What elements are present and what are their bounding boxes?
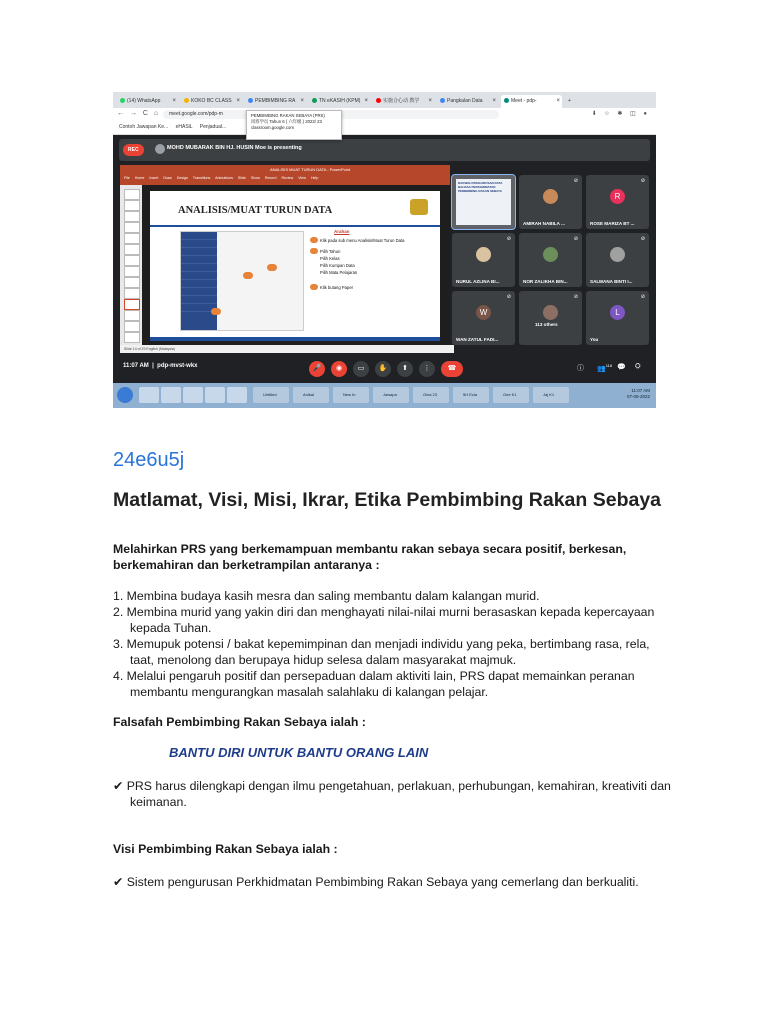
address-bar <box>113 108 656 121</box>
tab-favicon-icon <box>312 98 317 103</box>
slide-step <box>310 269 436 276</box>
slide-thumbnail <box>124 277 140 288</box>
rec-badge: REC <box>123 144 144 156</box>
ministry-logo <box>410 199 428 215</box>
list-item: 1. Membina budaya kasih mesra dan saling membantu dalam kalangan murid. <box>113 589 540 603</box>
close-tab-icon[interactable]: × <box>556 98 560 104</box>
close-tab-icon[interactable]: × <box>428 98 432 104</box>
tab-favicon-icon <box>376 98 381 103</box>
taskbar-window-button: Jaj K1 <box>533 387 569 403</box>
mic-muted-icon: ⊘ <box>506 236 511 242</box>
browser-tab[interactable] <box>309 95 370 108</box>
falsafah-heading: Falsafah Pembimbing Rakan Sebaya ialah : <box>113 715 366 729</box>
visi-point: ✔ Sistem pengurusan Perkhidmatan Pembimbing Rakan Sebaya yang cemerlang dan berkualiti. <box>113 875 639 889</box>
close-tab-icon[interactable]: × <box>364 98 368 104</box>
avatar <box>476 247 491 262</box>
captions-button[interactable]: ▭ <box>353 361 369 377</box>
bookmarks-bar <box>113 121 656 135</box>
falsafah-point: ✔ PRS harus dilengkapi dengan ilmu pengetahuan, perlakuan, perhubungan, kemahiran, kreativiti dan keimanan. <box>113 779 671 809</box>
participant-name: AMIRAH NABILA ... <box>523 221 565 226</box>
slide-arahan-heading: Arahan <box>334 229 350 234</box>
slide-embedded-sidebar <box>181 232 217 330</box>
meeting-time: 11:07 AM | pdp-mvst-wkx <box>123 363 198 369</box>
slide-canvas <box>150 191 440 341</box>
browser-tab[interactable] <box>245 95 306 108</box>
slide-thumbnail <box>124 255 140 266</box>
participant-tile[interactable] <box>586 233 649 287</box>
slide-steps <box>310 237 436 291</box>
tab-label: Pangkalan Data <box>447 98 483 104</box>
participant-tile[interactable] <box>452 291 515 345</box>
slide-thumbnail <box>124 321 140 332</box>
tab-label: Meet - pdp- <box>511 98 537 104</box>
step-number-badge <box>310 248 318 254</box>
tab-tooltip <box>246 110 342 140</box>
taskbar-window-button: Gina 23 <box>413 387 449 403</box>
mic-muted-icon: ⊘ <box>640 236 645 242</box>
tab-favicon-icon <box>184 98 189 103</box>
participant-name: NOR ZALIKHA BIN... <box>523 279 568 284</box>
taskbar-window-button: New fo <box>333 387 369 403</box>
intro-paragraph: Melahirkan PRS yang berkemampuan membantu rakan sebaya secara positif, berkesan, berkemahiran dan berketrampilan antaranya : <box>113 542 627 572</box>
url-field: meet.google.com/pdp-m <box>163 110 499 119</box>
participant-grid <box>452 175 650 347</box>
close-tab-icon[interactable]: × <box>236 98 240 104</box>
step-text: Pilih Tahun <box>320 249 341 254</box>
tooltip-line: classroom.google.com <box>251 125 294 130</box>
taskbar-app-icon <box>161 387 181 403</box>
tab-favicon-icon <box>248 98 253 103</box>
taskbar-window-button: 5H Ecla <box>453 387 489 403</box>
mic-muted-icon: ⊘ <box>573 294 578 300</box>
browser-tab[interactable] <box>373 95 434 108</box>
start-button-icon <box>117 387 133 403</box>
close-tab-icon[interactable]: × <box>492 98 496 104</box>
avatar <box>543 247 558 262</box>
slide-step <box>310 248 436 255</box>
avatar <box>610 247 625 262</box>
bookmark-item: eHASiL <box>175 124 193 130</box>
powerpoint-ribbon <box>120 165 450 185</box>
slide-footer-band <box>150 337 440 341</box>
embedded-meet-screenshot <box>113 92 656 408</box>
video-caption: DAKWAH PENGURUSAN DATA BAHASA PERKHIDMATAN PEMBIMBING RAKAN SEBAYA <box>458 181 503 193</box>
list-item: 2. Membina murid yang yakin diri dan menghayati nilai-nilai murni berasaskan kepada kepercayaan kepada Tuhan. <box>113 605 655 635</box>
step-text: Pilih Mata Pelajaran <box>320 270 358 275</box>
participant-tile[interactable] <box>452 233 515 287</box>
browser-toolbar-icons: ⬇ ☆ ✱ ◫ ● <box>591 111 650 117</box>
tab-favicon-icon <box>120 98 125 103</box>
slide-step <box>310 284 436 291</box>
presenter-avatar <box>155 144 165 154</box>
callout-bubble <box>267 264 277 271</box>
participant-name: SALWANA BINTI I... <box>590 279 633 284</box>
step-text: Klik butang Paper <box>320 285 354 290</box>
participant-name: ROSE MARIZA BT ... <box>590 221 635 226</box>
powerpoint-menu: File Home Insert Draw Design Transitions Animations Slide Show Record Review View Help <box>124 176 319 180</box>
motto: BANTU DIRI UNTUK BANTU ORANG LAIN <box>169 745 429 760</box>
tab-label: (14) WhatsApp <box>127 98 161 104</box>
close-tab-icon[interactable]: × <box>300 98 304 104</box>
bookmark-item: Contoh Jawapan Ke... <box>119 124 169 130</box>
mic-muted-icon: ⊘ <box>506 294 511 300</box>
slide-thumbnail <box>124 189 140 200</box>
slide-thumbnail <box>124 310 140 321</box>
participant-name: You <box>590 337 599 342</box>
browser-tab[interactable] <box>437 95 498 108</box>
chat-icon[interactable]: 💬 <box>617 364 626 371</box>
browser-tab[interactable] <box>501 95 562 108</box>
participant-tile[interactable] <box>519 291 582 345</box>
slide-divider <box>150 225 440 227</box>
mic-off-button[interactable]: 🎤 <box>309 361 325 377</box>
step-text: Pilih Kelas <box>320 256 340 261</box>
list-item: 3. Memupuk potensi / bakat kepemimpinan dan menjadi individu yang peka, bertimbang rasa, rela, taat, menolong dan berupaya hidup selesa dalam masyarakat majmuk. <box>113 637 650 667</box>
avatar: R <box>610 189 625 204</box>
mic-muted-icon: ⊘ <box>573 178 578 184</box>
participant-tile[interactable] <box>586 291 649 345</box>
system-tray-clock: 11:07 AM 07-06-2022 <box>626 388 650 399</box>
browser-tab[interactable] <box>117 95 178 108</box>
slide-step <box>310 262 436 269</box>
taskbar-app-icon <box>183 387 203 403</box>
taskbar-window-button: Jawapa <box>373 387 409 403</box>
slide-step <box>310 237 436 244</box>
tab-favicon-icon <box>504 98 509 103</box>
close-tab-icon[interactable]: × <box>172 98 176 104</box>
mic-muted-icon: ⊘ <box>640 178 645 184</box>
participant-tile[interactable] <box>586 175 649 229</box>
mic-muted-icon: ⊘ <box>640 294 645 300</box>
powerpoint-title: ANALISIS MUAT TURUN DATA - PowerPoint <box>270 167 351 172</box>
more-options-button[interactable]: ⋮ <box>419 361 435 377</box>
avatar: W <box>476 305 491 320</box>
taskbar-window-button: Untitled <box>253 387 289 403</box>
slide-thumbnail <box>124 233 140 244</box>
taskbar-app-icon <box>205 387 225 403</box>
slide-thumbnail <box>124 332 140 343</box>
tab-label: TN eKASIH (KPM) <box>319 98 361 104</box>
participant-name: 113 others <box>535 322 558 327</box>
powerpoint-status-bar: Slide 14 of 29 English (Malaysia) <box>120 345 454 353</box>
browser-tab-bar <box>113 92 656 108</box>
tab-label: KOKO BC CLASS <box>191 98 232 104</box>
tooltip-line: PEMBIMBING RAKAN SEBAYA (PRS) <box>251 113 325 118</box>
tooltip-line: 同班学员 Tahun 6 ( 六年级 ) 2022/ 23 <box>251 119 322 124</box>
slide-step <box>310 255 436 262</box>
document-title: Matlamat, Visi, Misi, Ikrar, Etika Pembimbing Rakan Sebaya <box>113 489 662 511</box>
slide-thumbnail <box>124 244 140 255</box>
slide-thumbnail <box>124 288 140 299</box>
present-button[interactable]: ⬆ <box>397 361 413 377</box>
slide-thumbnail <box>124 200 140 211</box>
document-code: 24e6u5j <box>113 449 185 471</box>
browser-tab[interactable] <box>181 95 242 108</box>
taskbar-app-icon <box>227 387 247 403</box>
callout-bubble <box>243 272 253 279</box>
meet-window <box>113 135 656 383</box>
slide-title: ANALISIS/MUAT TURUN DATA <box>178 205 333 216</box>
step-text: Pilih Kumpan Data <box>320 263 355 268</box>
bookmark-item: Penjadual... <box>199 124 227 130</box>
slide-thumbnail <box>124 222 140 233</box>
shared-screen <box>120 165 450 353</box>
presenting-bar <box>119 139 650 161</box>
avatar <box>543 189 558 204</box>
meet-control-bar <box>113 357 656 383</box>
participant-name: NURUL AZLINA BI... <box>456 279 500 284</box>
list-item: 4. Melalui pengaruh positif dan persepaduan dalam aktiviti lain, PRS dapat memainkan peranan membantu mengurangkan masalah salahlaku di kalangan pelajar. <box>113 669 635 699</box>
step-number-badge <box>310 237 318 243</box>
windows-taskbar <box>113 383 656 408</box>
presenting-text: MOHD MUBARAK BIN HJ. HUSIN Moe is presenting <box>167 145 302 151</box>
raise-hand-button[interactable]: ✋ <box>375 361 391 377</box>
tab-label: 实施合心动 教学 <box>383 98 420 104</box>
slide-thumbnail <box>124 211 140 222</box>
people-icon[interactable]: 👥$^{118}$ <box>597 363 613 373</box>
mic-muted-icon: ⊘ <box>573 236 578 242</box>
tab-label: PEMBIMBING RA <box>255 98 296 104</box>
avatar: L <box>610 305 625 320</box>
step-text: Klik pada sub menu Analisis/Muat Turun Data <box>320 238 405 243</box>
slide-thumbnail <box>124 299 140 310</box>
browser-nav-icons: ← → C ⌂ <box>117 110 161 117</box>
taskbar-app-icon <box>139 387 159 403</box>
slide-thumbnail <box>124 266 140 277</box>
objectives-list <box>113 588 673 700</box>
camera-off-button[interactable]: ◉ <box>331 361 347 377</box>
new-tab-button[interactable]: + <box>568 98 571 104</box>
callout-bubble <box>211 308 221 315</box>
activities-icon[interactable]: ⛭ <box>635 363 641 370</box>
participant-tile[interactable] <box>452 175 515 229</box>
tab-favicon-icon <box>440 98 445 103</box>
step-number-badge <box>310 284 318 290</box>
taskbar-window-button: Anikal <box>293 387 329 403</box>
participant-tile[interactable] <box>519 175 582 229</box>
slide-embedded-screenshot <box>180 231 304 331</box>
taskbar-window-button: Gee K1 <box>493 387 529 403</box>
info-icon[interactable]: ⓘ <box>577 365 584 372</box>
avatar <box>543 305 558 320</box>
participant-video <box>456 179 511 225</box>
visi-heading: Visi Pembimbing Rakan Sebaya ialah : <box>113 842 338 856</box>
slide-thumbnails <box>120 185 142 345</box>
participant-name: WAN ZATUL FADI... <box>456 337 499 342</box>
participant-tile[interactable] <box>519 233 582 287</box>
leave-call-button[interactable]: ☎ <box>441 361 463 377</box>
